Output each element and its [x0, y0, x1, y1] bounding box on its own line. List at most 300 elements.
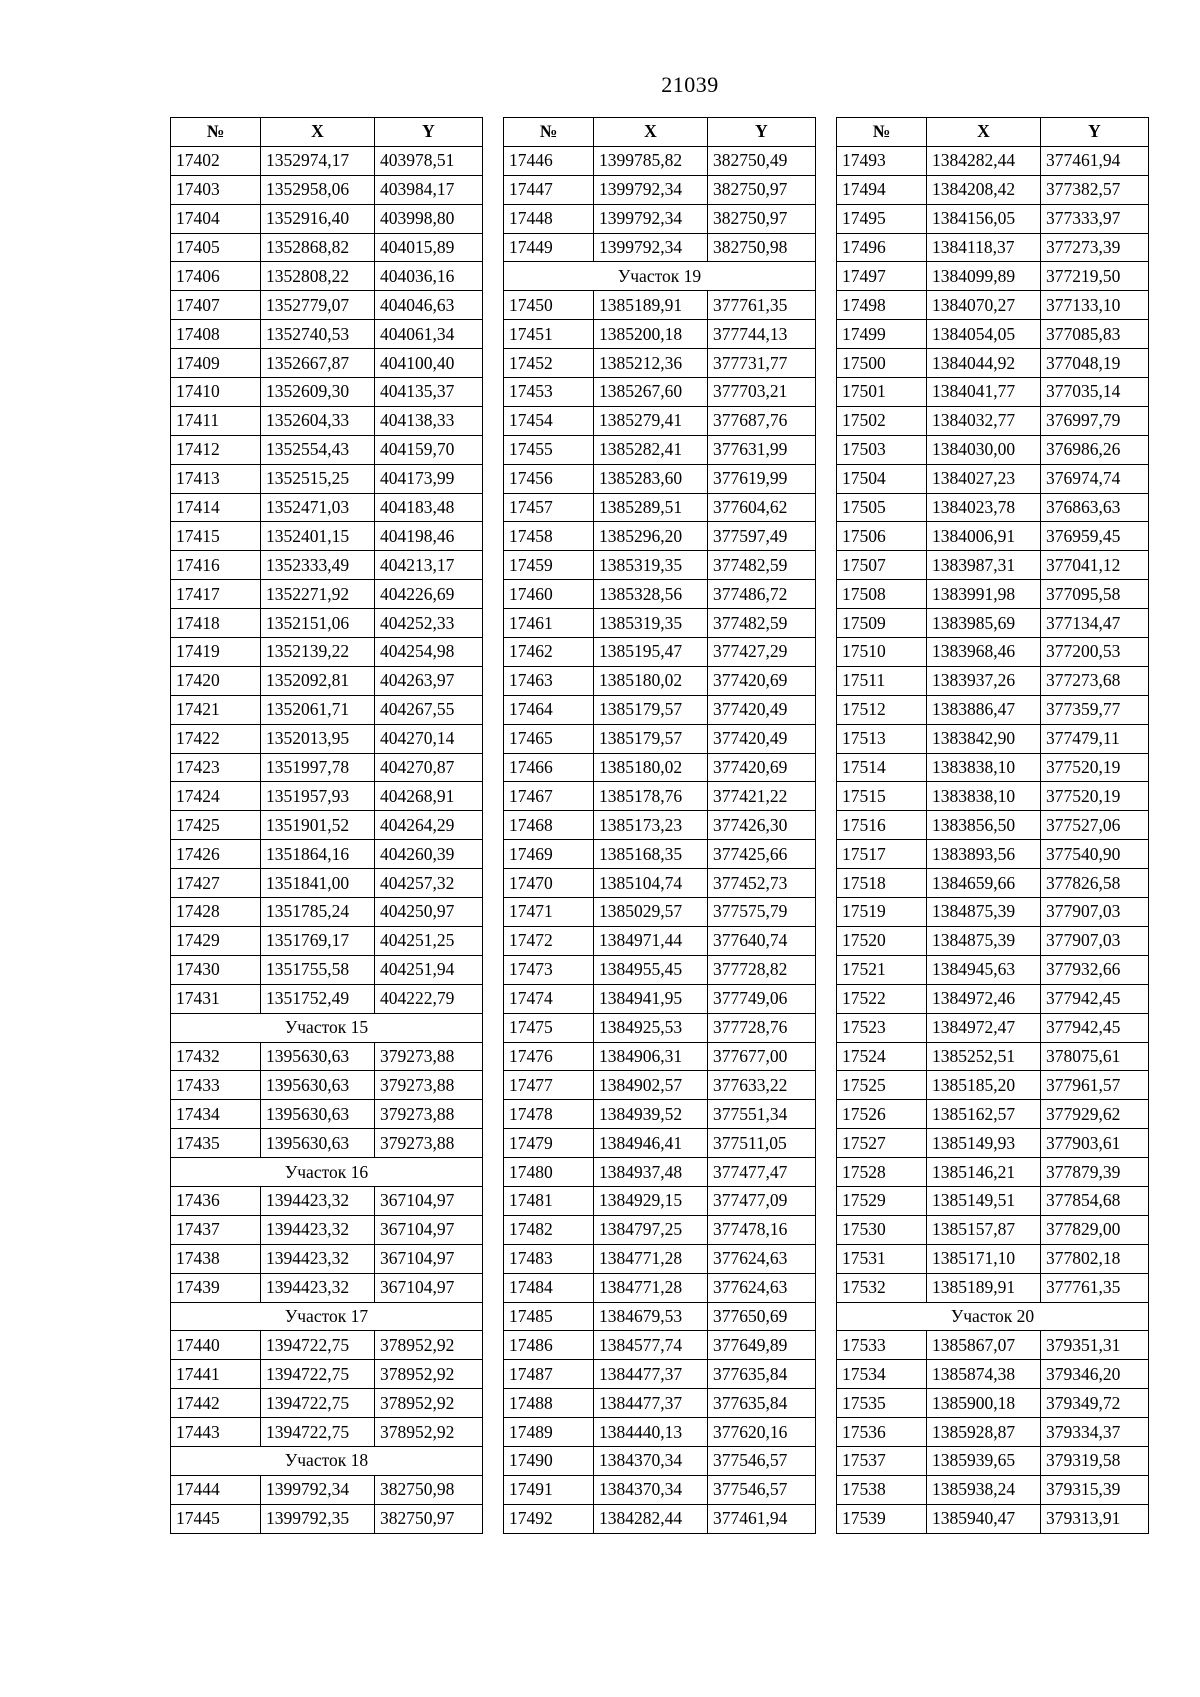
point-number: 17517	[837, 840, 927, 869]
point-number: 17448	[504, 204, 594, 233]
table-row	[171, 1389, 483, 1418]
x-coordinate: 1384972,47	[927, 1013, 1041, 1042]
x-coordinate: 1385283,60	[594, 464, 708, 493]
y-coordinate: 404061,34	[375, 320, 483, 349]
point-number: 17508	[837, 580, 927, 609]
y-coordinate: 404222,79	[375, 984, 483, 1013]
point-number: 17481	[504, 1186, 594, 1215]
point-number: 17531	[837, 1244, 927, 1273]
table-row	[837, 1389, 1149, 1418]
table-row	[171, 898, 483, 927]
point-number: 17441	[171, 1360, 261, 1389]
y-coordinate: 377333,97	[1041, 204, 1149, 233]
table-row	[171, 204, 483, 233]
point-number: 17506	[837, 522, 927, 551]
table-row	[837, 204, 1149, 233]
y-coordinate: 377048,19	[1041, 349, 1149, 378]
x-coordinate: 1385189,91	[594, 291, 708, 320]
y-coordinate: 377640,74	[708, 926, 816, 955]
x-coordinate: 1384006,91	[927, 522, 1041, 551]
table-row	[837, 1129, 1149, 1158]
x-coordinate: 1385168,35	[594, 840, 708, 869]
point-number: 17437	[171, 1215, 261, 1244]
table-row	[837, 1244, 1149, 1273]
x-coordinate: 1352471,03	[261, 493, 375, 522]
x-coordinate: 1395630,63	[261, 1129, 375, 1158]
y-coordinate: 367104,97	[375, 1244, 483, 1273]
x-coordinate: 1385928,87	[927, 1418, 1041, 1447]
y-coordinate: 377382,57	[1041, 175, 1149, 204]
y-coordinate: 377527,06	[1041, 811, 1149, 840]
table-row	[171, 955, 483, 984]
table-row	[837, 1446, 1149, 1475]
x-coordinate: 1385179,57	[594, 695, 708, 724]
point-number: 17470	[504, 869, 594, 898]
table-row	[171, 551, 483, 580]
y-coordinate: 377728,76	[708, 1013, 816, 1042]
x-coordinate: 1352779,07	[261, 291, 375, 320]
y-coordinate: 376863,63	[1041, 493, 1149, 522]
x-coordinate: 1385178,76	[594, 782, 708, 811]
y-coordinate: 377425,66	[708, 840, 816, 869]
y-coordinate: 404159,70	[375, 435, 483, 464]
table-row	[837, 609, 1149, 638]
point-number: 17496	[837, 233, 927, 262]
x-coordinate: 1384156,05	[927, 204, 1041, 233]
point-number: 17454	[504, 406, 594, 435]
x-coordinate: 1395630,63	[261, 1071, 375, 1100]
y-coordinate: 377520,19	[1041, 753, 1149, 782]
point-number: 17450	[504, 291, 594, 320]
x-coordinate: 1352958,06	[261, 175, 375, 204]
table-row	[837, 869, 1149, 898]
y-coordinate: 377879,39	[1041, 1158, 1149, 1187]
x-coordinate: 1352667,87	[261, 349, 375, 378]
point-number: 17426	[171, 840, 261, 869]
point-number: 17486	[504, 1331, 594, 1360]
table-row	[837, 435, 1149, 464]
x-coordinate: 1352092,81	[261, 666, 375, 695]
section-row	[504, 262, 816, 291]
point-number: 17500	[837, 349, 927, 378]
y-coordinate: 377133,10	[1041, 291, 1149, 320]
x-coordinate: 1399792,35	[261, 1504, 375, 1533]
x-coordinate: 1384282,44	[927, 146, 1041, 175]
y-coordinate: 404100,40	[375, 349, 483, 378]
y-coordinate: 404270,14	[375, 724, 483, 753]
table-row	[171, 320, 483, 349]
y-coordinate: 377482,59	[708, 551, 816, 580]
table-row	[504, 1186, 816, 1215]
y-coordinate: 382750,98	[375, 1475, 483, 1504]
table-row	[504, 146, 816, 175]
y-coordinate: 403978,51	[375, 146, 483, 175]
table-row	[171, 782, 483, 811]
table-row	[504, 1042, 816, 1071]
table-row	[171, 1186, 483, 1215]
y-coordinate: 377200,53	[1041, 638, 1149, 667]
y-coordinate: 377942,45	[1041, 1013, 1149, 1042]
x-coordinate: 1352151,06	[261, 609, 375, 638]
table-row	[504, 666, 816, 695]
y-coordinate: 379273,88	[375, 1071, 483, 1100]
point-number: 17489	[504, 1418, 594, 1447]
y-coordinate: 377134,47	[1041, 609, 1149, 638]
point-number: 17526	[837, 1100, 927, 1129]
point-number: 17520	[837, 926, 927, 955]
table-row	[837, 291, 1149, 320]
table-row	[171, 464, 483, 493]
x-coordinate: 1384032,77	[927, 406, 1041, 435]
point-number: 17490	[504, 1446, 594, 1475]
table-row	[837, 926, 1149, 955]
y-coordinate: 403984,17	[375, 175, 483, 204]
table-row	[837, 522, 1149, 551]
x-coordinate: 1385149,51	[927, 1186, 1041, 1215]
point-number: 17421	[171, 695, 261, 724]
table-row	[504, 1389, 816, 1418]
table-header-row	[504, 118, 816, 147]
y-coordinate: 378952,92	[375, 1418, 483, 1447]
point-number: 17424	[171, 782, 261, 811]
x-coordinate: 1384875,39	[927, 898, 1041, 927]
point-number: 17539	[837, 1504, 927, 1533]
y-coordinate: 404257,32	[375, 869, 483, 898]
y-coordinate: 377826,58	[1041, 869, 1149, 898]
point-number: 17476	[504, 1042, 594, 1071]
x-coordinate: 1383893,56	[927, 840, 1041, 869]
x-coordinate: 1384370,34	[594, 1446, 708, 1475]
y-coordinate: 377575,79	[708, 898, 816, 927]
point-number: 17527	[837, 1129, 927, 1158]
table-row	[504, 840, 816, 869]
point-number: 17529	[837, 1186, 927, 1215]
x-coordinate: 1383937,26	[927, 666, 1041, 695]
table-row	[171, 522, 483, 551]
y-coordinate: 377511,05	[708, 1129, 816, 1158]
x-coordinate: 1384659,66	[927, 869, 1041, 898]
table-row	[171, 406, 483, 435]
point-number: 17475	[504, 1013, 594, 1042]
y-coordinate: 377273,39	[1041, 233, 1149, 262]
y-coordinate: 377421,22	[708, 782, 816, 811]
point-number: 17483	[504, 1244, 594, 1273]
y-coordinate: 382750,97	[708, 204, 816, 233]
y-coordinate: 377687,76	[708, 406, 816, 435]
table-row	[504, 1273, 816, 1302]
table-row	[504, 435, 816, 464]
y-coordinate: 404268,91	[375, 782, 483, 811]
point-number: 17472	[504, 926, 594, 955]
point-number: 17408	[171, 320, 261, 349]
table-row	[504, 609, 816, 638]
y-coordinate: 377427,29	[708, 638, 816, 667]
header-x: X	[261, 118, 375, 147]
point-number: 17462	[504, 638, 594, 667]
section-row	[171, 1158, 483, 1187]
table-row	[837, 233, 1149, 262]
point-number: 17497	[837, 262, 927, 291]
point-number: 17439	[171, 1273, 261, 1302]
x-coordinate: 1385171,10	[927, 1244, 1041, 1273]
y-coordinate: 379273,88	[375, 1100, 483, 1129]
table-row	[171, 1244, 483, 1273]
x-coordinate: 1352868,82	[261, 233, 375, 262]
y-coordinate: 377749,06	[708, 984, 816, 1013]
coordinates-table-3	[836, 117, 1149, 1534]
table-row	[837, 840, 1149, 869]
y-coordinate: 377551,34	[708, 1100, 816, 1129]
table-row	[504, 522, 816, 551]
table-row	[504, 926, 816, 955]
table-row	[171, 840, 483, 869]
y-coordinate: 404267,55	[375, 695, 483, 724]
table-row	[837, 1360, 1149, 1389]
x-coordinate: 1383968,46	[927, 638, 1041, 667]
x-coordinate: 1385180,02	[594, 666, 708, 695]
x-coordinate: 1395630,63	[261, 1042, 375, 1071]
table-row	[837, 349, 1149, 378]
y-coordinate: 377273,68	[1041, 666, 1149, 695]
x-coordinate: 1351841,00	[261, 869, 375, 898]
table-row	[837, 666, 1149, 695]
table-row	[171, 291, 483, 320]
x-coordinate: 1385267,60	[594, 378, 708, 407]
table-row	[171, 609, 483, 638]
table-row	[171, 435, 483, 464]
x-coordinate: 1394423,32	[261, 1215, 375, 1244]
point-number: 17449	[504, 233, 594, 262]
table-row	[837, 1071, 1149, 1100]
x-coordinate: 1352013,95	[261, 724, 375, 753]
x-coordinate: 1399785,82	[594, 146, 708, 175]
y-coordinate: 404198,46	[375, 522, 483, 551]
point-number: 17494	[837, 175, 927, 204]
table-row	[504, 1071, 816, 1100]
x-coordinate: 1399792,34	[594, 204, 708, 233]
point-number: 17537	[837, 1446, 927, 1475]
point-number: 17491	[504, 1475, 594, 1504]
table-row	[837, 1418, 1149, 1447]
point-number: 17534	[837, 1360, 927, 1389]
x-coordinate: 1384946,41	[594, 1129, 708, 1158]
table-row	[504, 493, 816, 522]
x-coordinate: 1383991,98	[927, 580, 1041, 609]
y-coordinate: 377546,57	[708, 1446, 816, 1475]
table-row	[504, 1475, 816, 1504]
x-coordinate: 1399792,34	[594, 233, 708, 262]
y-coordinate: 377035,14	[1041, 378, 1149, 407]
x-coordinate: 1394722,75	[261, 1418, 375, 1447]
point-number: 17433	[171, 1071, 261, 1100]
point-number: 17507	[837, 551, 927, 580]
table-row	[171, 753, 483, 782]
y-coordinate: 377761,35	[708, 291, 816, 320]
point-number: 17530	[837, 1215, 927, 1244]
point-number: 17428	[171, 898, 261, 927]
y-coordinate: 377728,82	[708, 955, 816, 984]
y-coordinate: 404251,94	[375, 955, 483, 984]
y-coordinate: 377802,18	[1041, 1244, 1149, 1273]
y-coordinate: 404036,16	[375, 262, 483, 291]
table-row	[504, 580, 816, 609]
point-number: 17510	[837, 638, 927, 667]
x-coordinate: 1351997,78	[261, 753, 375, 782]
y-coordinate: 378075,61	[1041, 1042, 1149, 1071]
y-coordinate: 377907,03	[1041, 898, 1149, 927]
table-row	[171, 262, 483, 291]
section-title: Участок 19	[504, 262, 816, 291]
point-number: 17498	[837, 291, 927, 320]
x-coordinate: 1352554,43	[261, 435, 375, 464]
table-row	[171, 1475, 483, 1504]
y-coordinate: 379319,58	[1041, 1446, 1149, 1475]
x-coordinate: 1352740,53	[261, 320, 375, 349]
point-number: 17438	[171, 1244, 261, 1273]
table-row	[837, 464, 1149, 493]
table-row	[171, 984, 483, 1013]
table-row	[504, 1504, 816, 1533]
x-coordinate: 1385179,57	[594, 724, 708, 753]
point-number: 17478	[504, 1100, 594, 1129]
x-coordinate: 1385104,74	[594, 869, 708, 898]
y-coordinate: 382750,97	[375, 1504, 483, 1533]
y-coordinate: 404015,89	[375, 233, 483, 262]
point-number: 17503	[837, 435, 927, 464]
y-coordinate: 367104,97	[375, 1273, 483, 1302]
point-number: 17453	[504, 378, 594, 407]
point-number: 17485	[504, 1302, 594, 1331]
point-number: 17403	[171, 175, 261, 204]
section-title: Участок 16	[171, 1158, 483, 1187]
y-coordinate: 377624,63	[708, 1273, 816, 1302]
y-coordinate: 404135,37	[375, 378, 483, 407]
y-coordinate: 377085,83	[1041, 320, 1149, 349]
table-row	[171, 695, 483, 724]
point-number: 17459	[504, 551, 594, 580]
point-number: 17479	[504, 1129, 594, 1158]
x-coordinate: 1385319,35	[594, 609, 708, 638]
x-coordinate: 1352271,92	[261, 580, 375, 609]
y-coordinate: 377479,11	[1041, 724, 1149, 753]
y-coordinate: 377420,49	[708, 724, 816, 753]
table-row	[504, 638, 816, 667]
x-coordinate: 1394423,32	[261, 1186, 375, 1215]
table-row	[504, 233, 816, 262]
point-number: 17409	[171, 349, 261, 378]
point-number: 17458	[504, 522, 594, 551]
y-coordinate: 379273,88	[375, 1042, 483, 1071]
table-row	[171, 811, 483, 840]
point-number: 17415	[171, 522, 261, 551]
y-coordinate: 379349,72	[1041, 1389, 1149, 1418]
section-title: Участок 18	[171, 1446, 483, 1475]
x-coordinate: 1352401,15	[261, 522, 375, 551]
point-number: 17420	[171, 666, 261, 695]
y-coordinate: 377546,57	[708, 1475, 816, 1504]
table-row	[171, 1215, 483, 1244]
x-coordinate: 1384939,52	[594, 1100, 708, 1129]
y-coordinate: 382750,98	[708, 233, 816, 262]
point-number: 17452	[504, 349, 594, 378]
point-number: 17436	[171, 1186, 261, 1215]
table-row	[504, 1244, 816, 1273]
y-coordinate: 377703,21	[708, 378, 816, 407]
y-coordinate: 379315,39	[1041, 1475, 1149, 1504]
y-coordinate: 377597,49	[708, 522, 816, 551]
y-coordinate: 378952,92	[375, 1360, 483, 1389]
y-coordinate: 377095,58	[1041, 580, 1149, 609]
y-coordinate: 377631,99	[708, 435, 816, 464]
x-coordinate: 1385279,41	[594, 406, 708, 435]
y-coordinate: 377633,22	[708, 1071, 816, 1100]
table-row	[504, 349, 816, 378]
x-coordinate: 1385282,41	[594, 435, 708, 464]
table-header-row	[171, 118, 483, 147]
table-row	[171, 493, 483, 522]
point-number: 17533	[837, 1331, 927, 1360]
x-coordinate: 1394423,32	[261, 1244, 375, 1273]
y-coordinate: 377461,94	[708, 1504, 816, 1533]
y-coordinate: 376986,26	[1041, 435, 1149, 464]
x-coordinate: 1385867,07	[927, 1331, 1041, 1360]
y-coordinate: 377650,69	[708, 1302, 816, 1331]
table-row	[171, 926, 483, 955]
table-row	[171, 869, 483, 898]
table-row	[171, 146, 483, 175]
table-row	[504, 551, 816, 580]
table-row	[837, 493, 1149, 522]
point-number: 17524	[837, 1042, 927, 1071]
x-coordinate: 1384971,44	[594, 926, 708, 955]
table-row	[504, 1446, 816, 1475]
y-coordinate: 404263,97	[375, 666, 483, 695]
point-number: 17460	[504, 580, 594, 609]
x-coordinate: 1384477,37	[594, 1360, 708, 1389]
point-number: 17504	[837, 464, 927, 493]
header-y: Y	[1041, 118, 1149, 147]
point-number: 17522	[837, 984, 927, 1013]
y-coordinate: 377731,77	[708, 349, 816, 378]
x-coordinate: 1384941,95	[594, 984, 708, 1013]
point-number: 17461	[504, 609, 594, 638]
x-coordinate: 1385212,36	[594, 349, 708, 378]
point-number: 17414	[171, 493, 261, 522]
y-coordinate: 379273,88	[375, 1129, 483, 1158]
x-coordinate: 1384208,42	[927, 175, 1041, 204]
point-number: 17412	[171, 435, 261, 464]
table-row	[171, 233, 483, 262]
section-row	[171, 1302, 483, 1331]
table-row	[504, 753, 816, 782]
y-coordinate: 403998,80	[375, 204, 483, 233]
header-x: X	[594, 118, 708, 147]
point-number: 17516	[837, 811, 927, 840]
table-row	[504, 464, 816, 493]
table-row	[837, 1504, 1149, 1533]
y-coordinate: 367104,97	[375, 1186, 483, 1215]
header-number: №	[504, 118, 594, 147]
x-coordinate: 1383838,10	[927, 753, 1041, 782]
table-row	[171, 1071, 483, 1100]
y-coordinate: 377041,12	[1041, 551, 1149, 580]
x-coordinate: 1385296,20	[594, 522, 708, 551]
section-row	[171, 1446, 483, 1475]
y-coordinate: 377426,30	[708, 811, 816, 840]
x-coordinate: 1385252,51	[927, 1042, 1041, 1071]
table-row	[504, 1129, 816, 1158]
table-row	[837, 638, 1149, 667]
